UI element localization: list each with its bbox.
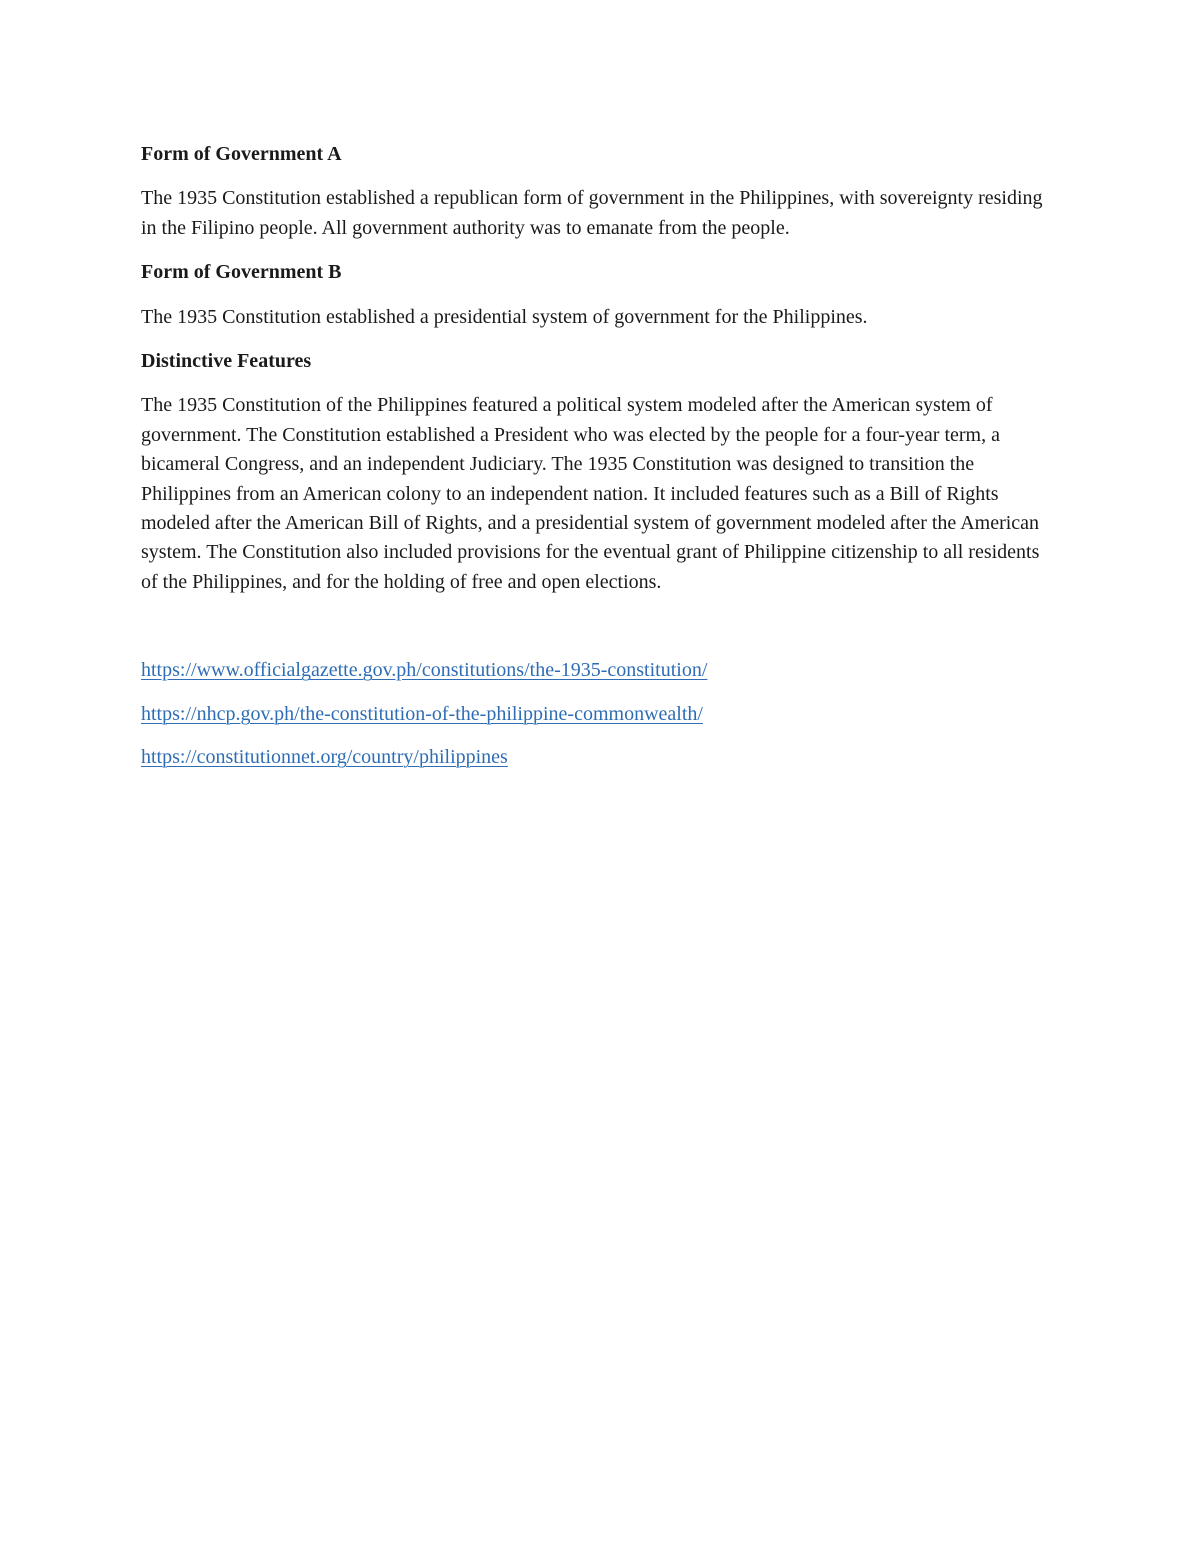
references-spacer [141,612,1061,656]
section-body-form-a: The 1935 Constitution established a republican form of government in the Philippines, with sovereignty residing in the Filipino people. All government authority was to emanate from the people. [141,187,1043,239]
references-list [141,656,1061,772]
reference-link-officialgazette[interactable]: https://www.officialgazette.gov.ph/constitutions/the-1935-constitution/ [141,659,708,682]
document-body [141,140,1061,787]
section-heading-distinctive-features: Distinctive Features [141,350,312,373]
section-body-distinctive-features: The 1935 Constitution of the Philippines featured a political system modeled after the American system of government. The Constitution established a President who was elected by the people for a four-year term, a bicameral Congress, and an independent Judiciary. The 1935 Constitution was designed to transition the Philippines from an American colony to an independent nation. It included features such as a Bill of Rights modeled after the American Bill of Rights, and a presidential system of government modeled after the American system. The Constitution also included provisions for the eventual grant of Philippine citizenship to all residents of the Philippines, and for the holding of free and open elections. [141,394,1040,593]
section-heading-form-b: Form of Government B [141,261,342,284]
reference-link-constitutionnet[interactable]: https://constitutionnet.org/country/philippines [141,746,508,769]
reference-link-nhcp[interactable]: https://nhcp.gov.ph/the-constitution-of-the-philippine-commonwealth/ [141,702,703,725]
section-body-form-b: The 1935 Constitution established a presidential system of government for the Philippines. [141,305,868,328]
section-heading-form-a: Form of Government A [141,143,342,165]
